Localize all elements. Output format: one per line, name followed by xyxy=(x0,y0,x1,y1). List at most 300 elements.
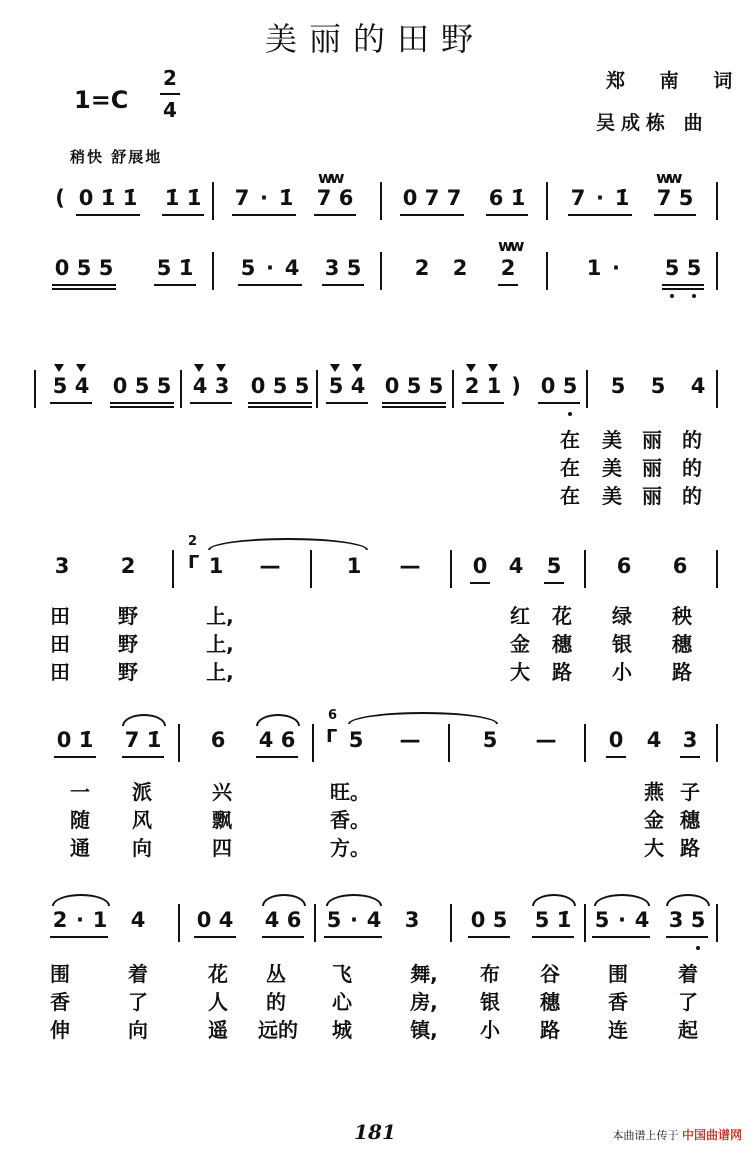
note: · xyxy=(350,908,358,932)
note: 5 xyxy=(156,256,172,280)
barline xyxy=(546,182,548,220)
note: 6 xyxy=(210,728,226,752)
lyric: 银 xyxy=(612,632,632,656)
beam xyxy=(382,406,446,408)
note: 2 xyxy=(120,554,136,578)
note: — xyxy=(259,554,281,578)
note: 7 xyxy=(124,728,140,752)
grace-note: 2 xyxy=(188,534,198,549)
lyric: 在 xyxy=(560,428,580,452)
beam xyxy=(468,936,510,938)
lyric: 了 xyxy=(678,990,698,1014)
note: 3 xyxy=(682,728,698,752)
barline xyxy=(380,182,382,220)
note: 4 xyxy=(634,908,650,932)
low-dot xyxy=(696,946,700,950)
lyrics-block-2 xyxy=(0,600,750,684)
score-line-5 xyxy=(0,708,750,768)
low-dot xyxy=(568,412,572,416)
lyric: 心 xyxy=(332,990,352,1014)
note: 1 xyxy=(208,554,224,578)
note: 5 xyxy=(546,554,562,578)
barline xyxy=(312,724,314,762)
barline xyxy=(716,550,718,588)
score-line-6 xyxy=(0,898,750,948)
lyric: 香 xyxy=(608,990,628,1014)
note: 5 xyxy=(346,256,362,280)
lyric: 穗 xyxy=(540,990,560,1014)
barline xyxy=(452,370,454,408)
note: 7 xyxy=(656,186,672,210)
beam xyxy=(54,756,96,758)
slur xyxy=(256,714,300,726)
accent-mark xyxy=(488,364,498,372)
beam xyxy=(248,406,312,408)
lyric: 丽 xyxy=(642,428,662,452)
note: 6 xyxy=(338,186,354,210)
lyric: 金 xyxy=(644,808,664,832)
note: 1̇ xyxy=(614,186,630,210)
note: 5 xyxy=(482,728,498,752)
beam xyxy=(122,756,164,758)
beam xyxy=(52,284,116,286)
note: 1 xyxy=(586,256,602,280)
tie xyxy=(348,712,498,724)
beam xyxy=(470,582,490,584)
lyric: 房, xyxy=(410,990,438,1014)
note: 2 xyxy=(500,256,516,280)
note: 1̇ xyxy=(100,186,116,210)
lyric: 旺。 xyxy=(330,780,370,804)
lyric: 方。 xyxy=(330,836,370,860)
grace-hook-icon: ᒥ xyxy=(188,552,200,573)
note: 4 xyxy=(130,908,146,932)
barline xyxy=(448,724,450,762)
lyric: 子 xyxy=(680,780,700,804)
barline xyxy=(546,252,548,290)
lyric: 美 xyxy=(602,428,622,452)
note: 1̇ xyxy=(556,908,572,932)
lyric: 丽 xyxy=(642,456,662,480)
note: 3 xyxy=(324,256,340,280)
lyric: 穗 xyxy=(672,632,692,656)
note: 2 xyxy=(414,256,430,280)
note: 6 xyxy=(672,554,688,578)
note: 5 xyxy=(326,908,342,932)
beam xyxy=(462,402,504,404)
tempo-marking: 稍快 舒展地 xyxy=(70,148,163,166)
beam xyxy=(498,284,518,286)
barline xyxy=(34,370,36,408)
lyric: 绿 xyxy=(612,604,632,628)
barline xyxy=(716,904,718,942)
lyric: 向 xyxy=(132,836,152,860)
note: 5 xyxy=(240,256,256,280)
paren-close: ) xyxy=(511,374,521,398)
key-signature: 1=C xyxy=(74,86,129,114)
note: 4 xyxy=(74,374,90,398)
note: · xyxy=(76,908,84,932)
beam xyxy=(52,288,116,290)
barline xyxy=(172,550,174,588)
lyric: 一 xyxy=(70,780,90,804)
barline xyxy=(316,370,318,408)
beam xyxy=(110,406,174,408)
lyric: 向 xyxy=(128,1018,148,1042)
trill-mark: ww xyxy=(318,168,342,187)
beam xyxy=(256,756,298,758)
lyric: 路 xyxy=(672,660,692,684)
lyric: 丽 xyxy=(642,484,662,508)
note: — xyxy=(399,554,421,578)
slur xyxy=(666,894,710,906)
lyric: 丛 xyxy=(266,962,286,986)
note: · xyxy=(260,186,268,210)
lyric: 燕 xyxy=(644,780,664,804)
note: 0 xyxy=(112,374,128,398)
note: 5 xyxy=(156,374,172,398)
lyric: 上, xyxy=(206,660,234,684)
tie xyxy=(208,538,368,550)
note: 0 xyxy=(250,374,266,398)
beam xyxy=(50,936,108,938)
lyric: 秧 xyxy=(672,604,692,628)
lyric: 镇, xyxy=(410,1018,438,1042)
note: 6 xyxy=(616,554,632,578)
note: 4 xyxy=(264,908,280,932)
note: 5 xyxy=(348,728,364,752)
lyric: 大 xyxy=(644,836,664,860)
beam xyxy=(314,214,356,216)
beam xyxy=(400,214,464,216)
watermark-brand: 中国曲谱网 xyxy=(681,1128,742,1142)
note: 5 xyxy=(686,256,702,280)
slur xyxy=(262,894,306,906)
barline xyxy=(310,550,312,588)
score-line-1 xyxy=(0,168,750,226)
barline xyxy=(584,904,586,942)
note: 2 xyxy=(464,374,480,398)
time-numerator: 2 xyxy=(163,66,177,90)
note: 5 xyxy=(98,256,114,280)
accent-mark xyxy=(76,364,86,372)
lyric: 上, xyxy=(206,632,234,656)
accent-mark xyxy=(194,364,204,372)
lyric: 美 xyxy=(602,456,622,480)
note: 1̇ xyxy=(186,186,202,210)
note: · xyxy=(596,186,604,210)
note: 0 xyxy=(608,728,624,752)
lyric: 野 xyxy=(118,632,138,656)
note: 2 xyxy=(52,908,68,932)
beam xyxy=(382,402,446,404)
beam xyxy=(262,936,304,938)
beam xyxy=(680,756,700,758)
note: 0 xyxy=(402,186,418,210)
note: 5 xyxy=(594,908,610,932)
note: — xyxy=(535,728,557,752)
note: 5 xyxy=(664,256,680,280)
lyric: 银 xyxy=(480,990,500,1014)
note: 5 xyxy=(492,908,508,932)
page-title: 美丽的田野 xyxy=(264,20,485,58)
note: 0 xyxy=(472,554,488,578)
beam xyxy=(606,756,626,758)
note: 3 xyxy=(668,908,684,932)
lyric: 风 xyxy=(132,808,152,832)
note: 5 xyxy=(428,374,444,398)
barline xyxy=(716,182,718,220)
accent-mark xyxy=(466,364,476,372)
note: 5 xyxy=(650,374,666,398)
lyric: 的 xyxy=(682,428,702,452)
beam xyxy=(544,582,564,584)
note: 1̇ xyxy=(146,728,162,752)
note: 5 xyxy=(134,374,150,398)
lyric: 起 xyxy=(678,1018,698,1042)
barline xyxy=(716,724,718,762)
beam xyxy=(568,214,632,216)
barline xyxy=(450,904,452,942)
lyric: 布 xyxy=(480,962,500,986)
lyric: 在 xyxy=(560,456,580,480)
lyric: 连 xyxy=(608,1018,628,1042)
note: 4 xyxy=(258,728,274,752)
note: 1̇ xyxy=(510,186,526,210)
note: 0 xyxy=(384,374,400,398)
note: 7 xyxy=(424,186,440,210)
note: 5 xyxy=(52,374,68,398)
note: — xyxy=(399,728,421,752)
slur xyxy=(326,894,382,906)
beam xyxy=(666,936,708,938)
lyric: 田 xyxy=(50,604,70,628)
lyric: 飘 xyxy=(212,808,232,832)
lyric: 的 xyxy=(266,990,286,1014)
trill-mark: ww xyxy=(498,236,522,255)
beam xyxy=(662,284,704,286)
lyric: 香 xyxy=(50,990,70,1014)
note: 1̇ xyxy=(78,728,94,752)
lyrics-block-4 xyxy=(0,958,750,1042)
beam xyxy=(324,936,382,938)
lyrics-block-3 xyxy=(0,776,750,860)
note: 5 xyxy=(328,374,344,398)
note: 7 xyxy=(446,186,462,210)
note: 4 xyxy=(690,374,706,398)
lyric: 小 xyxy=(480,1018,500,1042)
lyric: 田 xyxy=(50,632,70,656)
lyric: 通 xyxy=(70,836,90,860)
lyric: 派 xyxy=(132,780,152,804)
low-dot xyxy=(692,294,696,298)
note: 1̇ xyxy=(178,256,194,280)
beam xyxy=(76,214,140,216)
note: 5 xyxy=(272,374,288,398)
note: 0 xyxy=(54,256,70,280)
lyric: 金 xyxy=(510,632,530,656)
lyric: 路 xyxy=(680,836,700,860)
slur xyxy=(594,894,650,906)
accent-mark xyxy=(330,364,340,372)
note: 5 xyxy=(690,908,706,932)
barline xyxy=(450,550,452,588)
note: 4 xyxy=(350,374,366,398)
barline xyxy=(584,724,586,762)
lyric: 着 xyxy=(678,962,698,986)
barline xyxy=(178,904,180,942)
note: · xyxy=(266,256,274,280)
barline xyxy=(180,370,182,408)
composer-credit: 吴成栋 曲 xyxy=(596,112,709,134)
lyric: 红 xyxy=(510,604,530,628)
barline xyxy=(212,182,214,220)
note: 7 xyxy=(570,186,586,210)
lyric: 田 xyxy=(50,660,70,684)
note: 1 xyxy=(486,374,502,398)
beam xyxy=(238,284,302,286)
grace-note: 6 xyxy=(328,708,338,723)
lyric: 伸 xyxy=(50,1018,70,1042)
watermark-prefix: 本曲谱上传于 xyxy=(612,1129,679,1142)
beam xyxy=(592,936,650,938)
barline xyxy=(716,370,718,408)
barline xyxy=(584,550,586,588)
beam xyxy=(326,402,368,404)
lyric: 谷 xyxy=(540,962,560,986)
lyric: 人 xyxy=(208,990,228,1014)
note: 0 xyxy=(470,908,486,932)
note: 3 xyxy=(404,908,420,932)
note: 5 xyxy=(76,256,92,280)
note: 0 xyxy=(78,186,94,210)
beam xyxy=(194,936,236,938)
note: · xyxy=(612,256,620,280)
accent-mark xyxy=(54,364,64,372)
lyric: 舞, xyxy=(410,962,438,986)
note: 7 xyxy=(316,186,332,210)
lyric: 花 xyxy=(552,604,572,628)
lyric: 大 xyxy=(510,660,530,684)
score-line-4 xyxy=(0,534,750,594)
lyric: 了 xyxy=(128,990,148,1014)
barline xyxy=(716,252,718,290)
note: 4 xyxy=(646,728,662,752)
note: 6 xyxy=(286,908,302,932)
note: 4 xyxy=(508,554,524,578)
barline xyxy=(380,252,382,290)
note: 5 xyxy=(610,374,626,398)
lyricist-credit: 郑 南 词 xyxy=(606,70,747,92)
lyric: 的 xyxy=(682,456,702,480)
note: 6 xyxy=(488,186,504,210)
slur xyxy=(122,714,166,726)
beam xyxy=(322,284,364,286)
note: 0 xyxy=(56,728,72,752)
slur xyxy=(532,894,576,906)
lyric: 四 xyxy=(212,836,232,860)
time-fraction-bar xyxy=(160,93,180,95)
beam xyxy=(232,214,296,216)
note: 4 xyxy=(366,908,382,932)
watermark[interactable] xyxy=(612,1126,742,1143)
beam xyxy=(110,402,174,404)
note: 1̇ xyxy=(122,186,138,210)
note: 5 xyxy=(562,374,578,398)
beam xyxy=(654,214,696,216)
note: 1 xyxy=(92,908,108,932)
note: · xyxy=(618,908,626,932)
trill-mark: ww xyxy=(656,168,680,187)
note: 5 xyxy=(406,374,422,398)
barline xyxy=(586,370,588,408)
note: 2 xyxy=(452,256,468,280)
note: 7 xyxy=(234,186,250,210)
note: 4 xyxy=(218,908,234,932)
note: 4 xyxy=(284,256,300,280)
lyric: 穗 xyxy=(680,808,700,832)
grace-hook-icon: ᒥ xyxy=(326,726,338,747)
note: 4 xyxy=(192,374,208,398)
lyric: 兴 xyxy=(212,780,232,804)
beam xyxy=(248,402,312,404)
lyric: 野 xyxy=(118,660,138,684)
lyric: 的 xyxy=(682,484,702,508)
lyric: 围 xyxy=(50,962,70,986)
barline xyxy=(212,252,214,290)
accent-mark xyxy=(352,364,362,372)
note: 1̇ xyxy=(164,186,180,210)
lyric: 在 xyxy=(560,484,580,508)
lyric: 香。 xyxy=(330,808,370,832)
lyric: 遥 xyxy=(208,1018,228,1042)
barline xyxy=(178,724,180,762)
lyric: 上, xyxy=(206,604,234,628)
lyric: 着 xyxy=(128,962,148,986)
lyric: 野 xyxy=(118,604,138,628)
lyric: 飞 xyxy=(332,962,352,986)
lyric: 穗 xyxy=(552,632,572,656)
beam xyxy=(486,214,528,216)
lyric: 路 xyxy=(552,660,572,684)
beam xyxy=(154,284,196,286)
lyric: 美 xyxy=(602,484,622,508)
lyric: 随 xyxy=(70,808,90,832)
lyric: 围 xyxy=(608,962,628,986)
paren-open: ( xyxy=(55,186,65,210)
lyric: 城 xyxy=(332,1018,352,1042)
beam xyxy=(190,402,232,404)
note: 3 xyxy=(54,554,70,578)
note: 0 xyxy=(196,908,212,932)
low-dot xyxy=(670,294,674,298)
lyric: 小 xyxy=(612,660,632,684)
note: 5 xyxy=(678,186,694,210)
note: 5 xyxy=(534,908,550,932)
note: 6 xyxy=(280,728,296,752)
lyric: 远的 xyxy=(258,1018,298,1042)
beam xyxy=(538,402,580,404)
accent-mark xyxy=(216,364,226,372)
score-line-2 xyxy=(0,236,750,296)
lyric: 路 xyxy=(540,1018,560,1042)
page-number: 181 xyxy=(354,1120,396,1144)
score-line-3 xyxy=(0,364,750,414)
note: 3 xyxy=(214,374,230,398)
barline xyxy=(314,904,316,942)
lyrics-block-1 xyxy=(0,424,750,508)
beam xyxy=(532,936,574,938)
